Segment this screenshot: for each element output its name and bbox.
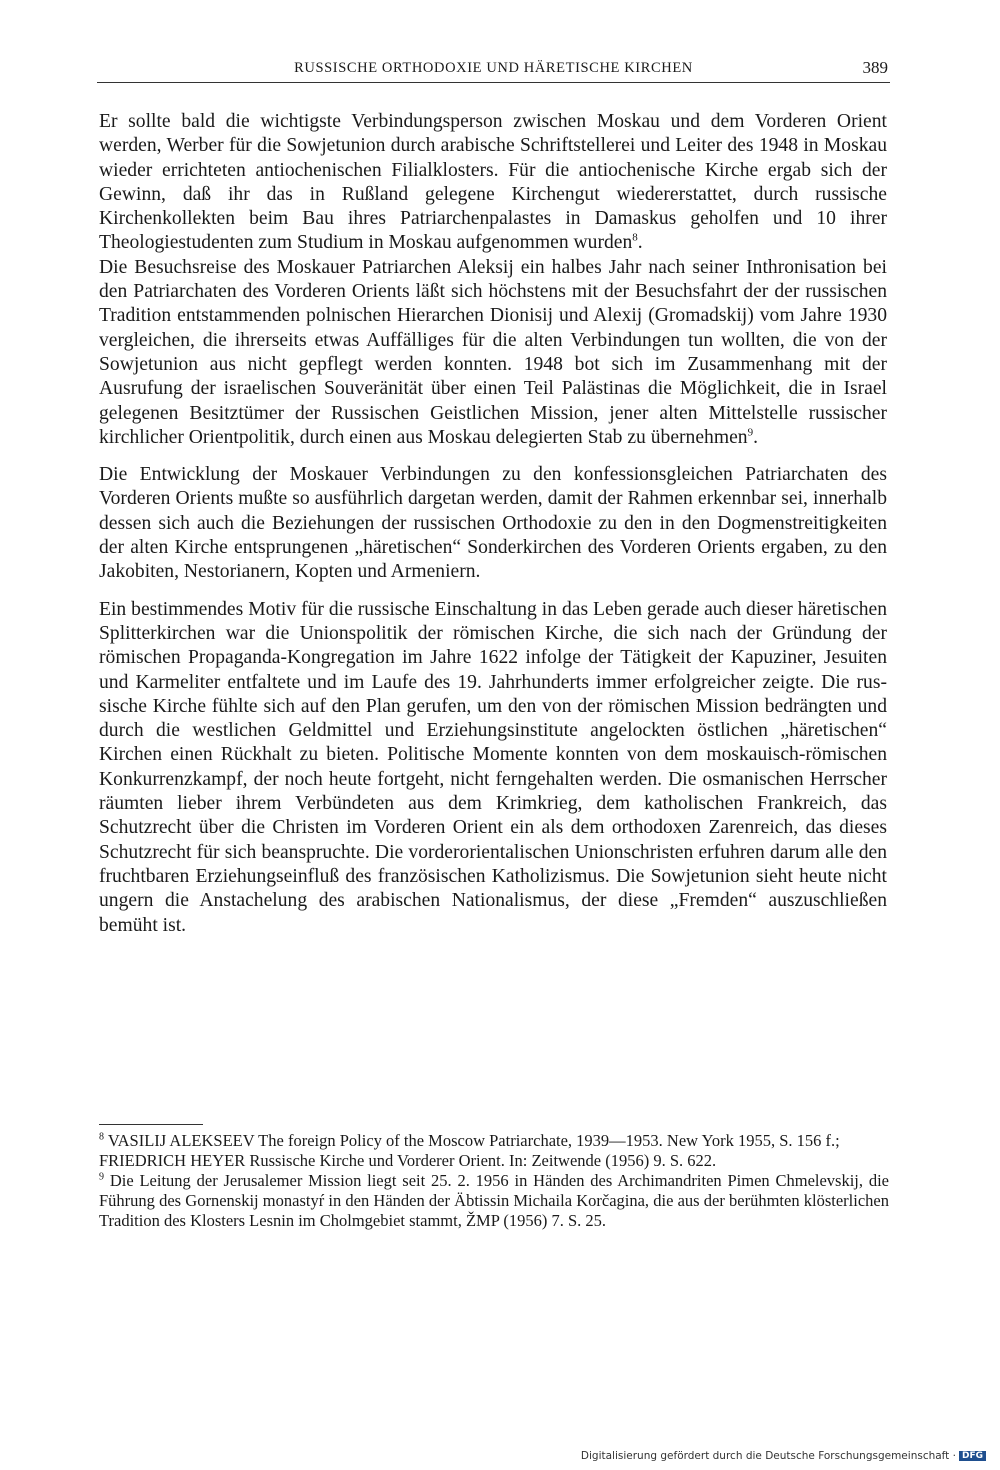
paragraph-4: Ein bestimmendes Motiv für die russische Einschaltung in das Leben gerade auch dieser häretischen Splitterkirchen war die Unionspolitik der römischen Kirche, die sich nach der Gründung der römischen Propaganda-Kongregation im Jahre 1622 infolge der Tätigkeit der Kapuziner, Jesuiten und Karmeliter entfaltete und im Laufe des 19. Jahrhunderts immer erfolgreicher zeigte. Die russische Kirche fühlte sich auf den Plan gerufen, um den von der römischen Mission bedrängten und durch die westlichen Geldmittel und Erziehungsinstitute angelockten östlichen „häretischen“ Kirchen einen Rückhalt zu bieten. Politische Momente konnten von dem moskauisch-römischen Konkurrenzkampf, der noch heute fortgeht, nicht ferngehalten werden. Die osmanischen Herrscher räumten lieber ihrem Verbündeten aus dem Krimkrieg, dem katholischen Frankreich, das Schutzrecht über die Christen im Vorderen Orient ein als dem orthodoxen Zarenreich, das dieses Schutzrecht für sich beanspruchte. Die vorderorientalischen Unionschristen erfuhren darum alle den fruchtbaren Erziehungseinfluß des französischen Katholizismus. Die Sowjetunion sieht heute nicht ungern die Anstachelung des arabischen Nationalismus, der diese „Fremden“ auszuschließen bemüht ist. (99, 598, 887, 936)
digitization-notice-text: Digitalisierung gefördert durch die Deutsche Forschungsgemeinschaft · (580, 1450, 956, 1462)
paragraph-1-text: Er sollte bald die wichtigste Verbindungsperson zwischen Moskau und dem Vorderen Orient werden, Werber für die Sowjetunion durch arabische Schriftstellerei und Leiter des 1948 in Moskau wieder errichteten antiochenischen Filialklosters. Für die antiochenische Kirche ergab sich der Gewinn, daß ihr das in Rußland gelegene Kirchengut wiedererstattet, durch russische Kirchenkollekten beim Bau ihres Patriarchenpalastes in Damaskus geholfen und 10 ihrer Theologiestudenten zum Studium in Moskau aufgenommen wurden (99, 111, 887, 254)
footnotes (99, 1131, 889, 1231)
footnote-8 (99, 1131, 889, 1151)
paragraph-1: Er sollte bald die wichtigste Verbindungsperson zwischen Moskau und dem Vorderen Orient werden, Werber für die Sowjetunion durch arabische Schriftstellerei und Leiter des 1948 in Moskau wieder errichteten antiochenischen Filialklosters. Für die antiochenische Kirche ergab sich der Gewinn, daß ihr das in Rußland gelegene Kirchengut wiedererstattet, durch russische Kirchenkollekten beim Bau ihres Patriarchenpalastes in Damaskus geholfen und 10 ihrer Theologiestudenten zum Studium in Moskau aufgenommen wurden$^8$. (99, 111, 887, 254)
footnote-9-marker: 9 (99, 1171, 104, 1183)
footnote-ref-9: 9 (747, 426, 754, 439)
running-title: RUSSISCHE ORTHODOXIE UND HÄRETISCHE KIRCHEN (294, 60, 693, 76)
footnote-8-continued: FRIEDRICH HEYER Russische Kirche und Vorderer Orient. In: Zeitwende (1956) 9. S. 622. (99, 1151, 717, 1171)
paragraph-3: Die Entwicklung der Moskauer Verbindungen zu den konfessionsgleichen Patriarchaten des Vorderen Orients mußte so ausführlich dargetan werden, damit der Rahmen erkennbar sei, innerhalb dessen sich auch die Beziehungen der russischen Orthodoxie zu den in den Dogmenstreitigkeiten der alten Kirche entsprungenen „häretischen“ Sonderkirchen des Vorderen Orients ergaben, zu den Jakobiten, Nestorianern, Kopten und Armeniern. (99, 464, 887, 583)
footnote-9-text: Die Leitung der Jerusalemer Mission liegt seit 25. 2. 1956 in Händen des Archimandriten Pimen Chmelevskij, die Führung des Gornenskij monastyŕ in den Händen der Äbtissin Michaila Korčagina, die aus der berühmten klösterlichen Tradition des Klosters Lesnin im Cholmgebiet stammt, ŽMP (1956) 7. S. 25. (99, 1171, 890, 1231)
footnote-8-marker: 8 (99, 1131, 104, 1143)
footnote-9 (99, 1171, 889, 1231)
paragraph-2-text: Die Besuchsreise des Moskauer Patriarchen Aleksij ein halbes Jahr nach seiner Inthronisation bei den Patriarchaten des Vorderen Orients läßt sich höchstens mit der Besuchsfahrt der der russischen Tradition entstammenden polnischen Hierarchen Dionisij und Alexij (Gromadskij) vom Jahre 1930 vergleichen, die ihrerseits etwas Auffälliges für die alten Verbindungen tun wollten, die von der Sowjetunion aus nicht gepflegt werden konnten. 1948 bot sich im Zusammenhang mit der Ausrufung der israelischen Souveränität über einen Teil Palästinas die Möglichkeit, die in Israel gelegenen Besitztümer der Russischen Geistlichen Mission, jener alten Mittelstelle russischer kirchlicher Orientpolitik, durch einen aus Moskau delegierten Stab zu übernehmen (99, 256, 887, 448)
footnote-divider (99, 1124, 203, 1125)
digitization-notice (581, 1450, 986, 1462)
dfg-logo: DFG (959, 1451, 986, 1461)
page-number: 389 (862, 58, 888, 77)
running-header (97, 58, 890, 83)
footnote-8-line-1: VASILIJ ALEKSEEV The foreign Policy of the Moscow Patriarchate, 1939—1953. New York 1955, S. 156 f.; (107, 1131, 840, 1150)
body-text (99, 110, 887, 938)
footnote-ref-8: 8 (632, 231, 638, 244)
paragraph-2: Die Besuchsreise des Moskauer Patriarchen Aleksij ein halbes Jahr nach seiner Inthronisation bei den Patriarchaten des Vorderen Orients läßt sich höchstens mit der Besuchsfahrt der der russischen Tradition entstammenden polnischen Hierarchen Dionisij und Alexij (Gromadskij) vom Jahre 1930 vergleichen, die ihrerseits etwas Auffälliges für die alten Verbindungen tun wollten, die von der Sowjetunion aus nicht gepflegt werden konnten. 1948 bot sich im Zusammenhang mit der Ausrufung der israelischen Souveränität über einen Teil Palästinas die Möglichkeit, die in Israel gelegenen Besitztümer der Russischen Geistlichen Mission, jener alten Mittelstelle russischer kirchlicher Orientpolitik, durch einen aus Moskau delegierten Stab zu übernehmen$^9$. (99, 256, 887, 448)
